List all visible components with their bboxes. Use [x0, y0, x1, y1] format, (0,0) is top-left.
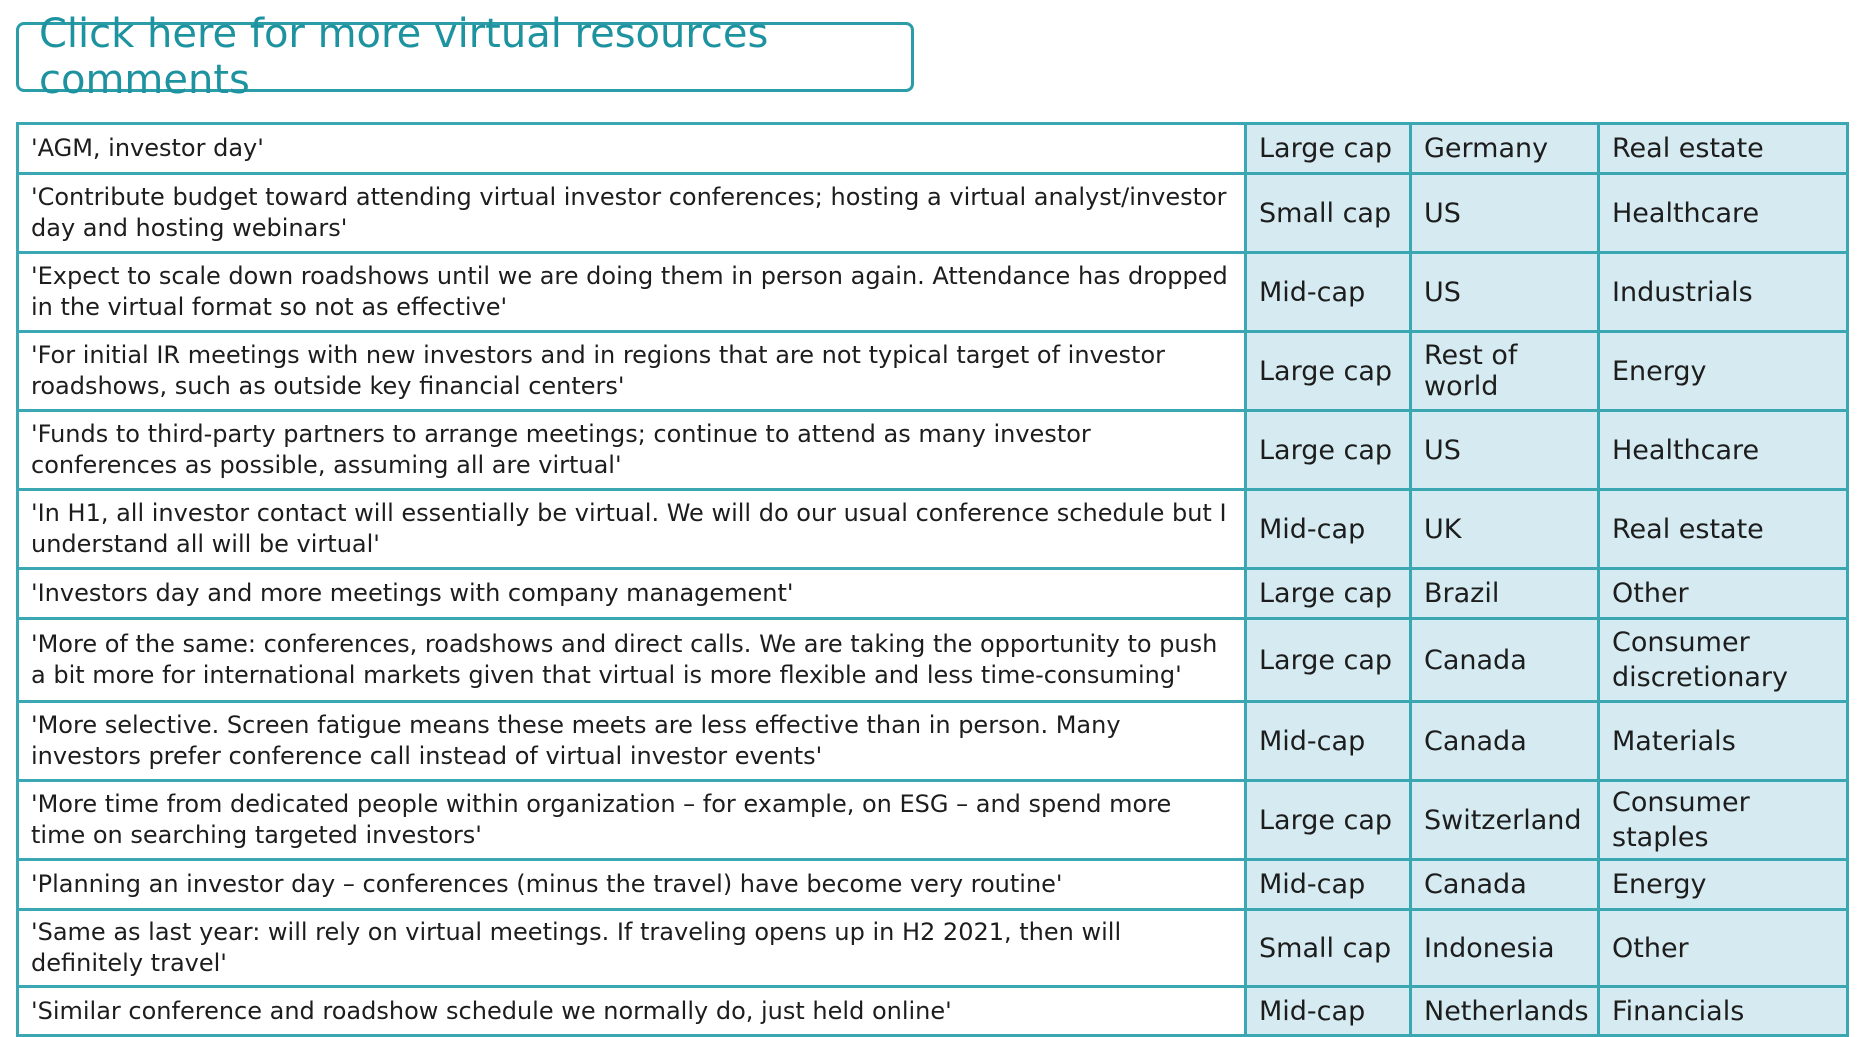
table-row — [18, 781, 1848, 860]
country-cell: Switzerland — [1411, 781, 1599, 860]
cap-cell: Mid-cap — [1246, 490, 1411, 569]
sector-cell: Energy — [1599, 332, 1848, 411]
sector-cell: Real estate — [1599, 124, 1848, 174]
country-cell: Indonesia — [1411, 910, 1599, 987]
table-row — [18, 411, 1848, 490]
cap-cell: Large cap — [1246, 411, 1411, 490]
comment-cell: 'In H1, all investor contact will essentially be virtual. We will do our usual conference schedule but I understand all will be virtual' — [18, 490, 1246, 569]
sector-cell: Industrials — [1599, 253, 1848, 332]
comment-cell: 'Contribute budget toward attending virtual investor conferences; hosting a virtual analyst/investor day and hosting webinars' — [18, 174, 1246, 253]
table-row — [18, 860, 1848, 910]
country-cell: Canada — [1411, 860, 1599, 910]
comment-cell: 'More selective. Screen fatigue means these meets are less effective than in person. Many investors prefer conference call instead of virtual investor events' — [18, 702, 1246, 781]
cap-cell: Large cap — [1246, 619, 1411, 702]
sector-cell: Materials — [1599, 702, 1848, 781]
sector-cell: Other — [1599, 569, 1848, 619]
sector-cell: Consumer staples — [1599, 781, 1848, 860]
table-row — [18, 569, 1848, 619]
comment-cell: 'Planning an investor day – conferences (minus the travel) have become very routine' — [18, 860, 1246, 910]
country-cell: Brazil — [1411, 569, 1599, 619]
table-row — [18, 124, 1848, 174]
sector-cell: Other — [1599, 910, 1848, 987]
table-row — [18, 332, 1848, 411]
country-cell: UK — [1411, 490, 1599, 569]
comment-cell: 'Similar conference and roadshow schedule we normally do, just held online' — [18, 987, 1246, 1036]
cap-cell: Mid-cap — [1246, 987, 1411, 1036]
country-cell: Canada — [1411, 702, 1599, 781]
table-row — [18, 253, 1848, 332]
cap-cell: Small cap — [1246, 174, 1411, 253]
cap-cell: Large cap — [1246, 569, 1411, 619]
sector-cell: Healthcare — [1599, 411, 1848, 490]
comments-table — [16, 122, 1849, 1037]
cap-cell: Large cap — [1246, 781, 1411, 860]
comments-table-container — [16, 122, 1849, 1037]
sector-cell: Real estate — [1599, 490, 1848, 569]
country-cell: Canada — [1411, 619, 1599, 702]
table-row — [18, 910, 1848, 987]
cap-cell: Mid-cap — [1246, 860, 1411, 910]
table-row — [18, 174, 1848, 253]
comment-cell: 'Same as last year: will rely on virtual meetings. If traveling opens up in H2 2021, then will definitely travel' — [18, 910, 1246, 987]
comment-cell: 'Investors day and more meetings with company management' — [18, 569, 1246, 619]
cap-cell: Mid-cap — [1246, 253, 1411, 332]
table-row — [18, 619, 1848, 702]
comment-cell: 'More of the same: conferences, roadshows and direct calls. We are taking the opportunity to push a bit more for international markets given that virtual is more flexible and less time-consuming' — [18, 619, 1246, 702]
sector-cell: Energy — [1599, 860, 1848, 910]
more-comments-link-button[interactable]: Click here for more virtual resources comments — [16, 22, 914, 92]
cap-cell: Large cap — [1246, 124, 1411, 174]
country-cell: US — [1411, 174, 1599, 253]
table-row — [18, 702, 1848, 781]
table-row — [18, 987, 1848, 1036]
cap-cell: Small cap — [1246, 910, 1411, 987]
comment-cell: 'For initial IR meetings with new investors and in regions that are not typical target of investor roadshows, such as outside key financial centers' — [18, 332, 1246, 411]
cap-cell: Large cap — [1246, 332, 1411, 411]
country-cell: US — [1411, 253, 1599, 332]
comment-cell: 'Funds to third-party partners to arrange meetings; continue to attend as many investor conferences as possible, assuming all are virtual' — [18, 411, 1246, 490]
comment-cell: 'AGM, investor day' — [18, 124, 1246, 174]
cap-cell: Mid-cap — [1246, 702, 1411, 781]
sector-cell: Consumer discretionary — [1599, 619, 1848, 702]
country-cell: US — [1411, 411, 1599, 490]
sector-cell: Financials — [1599, 987, 1848, 1036]
sector-cell: Healthcare — [1599, 174, 1848, 253]
country-cell: Rest of world — [1411, 332, 1599, 411]
comment-cell: 'Expect to scale down roadshows until we are doing them in person again. Attendance has dropped in the virtual format so not as effective' — [18, 253, 1246, 332]
country-cell: Netherlands — [1411, 987, 1599, 1036]
country-cell: Germany — [1411, 124, 1599, 174]
comment-cell: 'More time from dedicated people within organization – for example, on ESG – and spend more time on searching targeted investors' — [18, 781, 1246, 860]
table-row — [18, 490, 1848, 569]
